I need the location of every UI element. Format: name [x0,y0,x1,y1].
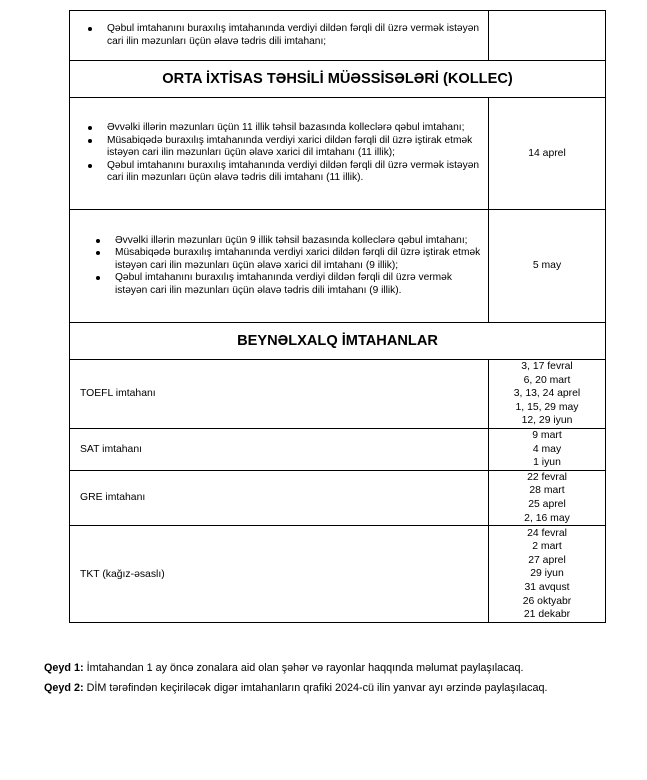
table-row [70,11,606,61]
bullet-icon [88,164,92,168]
exam-date: 27 aprel [528,554,566,566]
section-title-college: ORTA İXTİSAS TƏHSİLİ MÜƏSSİSƏLƏRİ (KOLLEC) [70,61,606,98]
bullet-icon [96,251,100,255]
exam-dates [489,470,606,525]
section-header-row [70,323,606,360]
exam-row [70,360,606,429]
table-row [70,98,606,210]
bullet-list [70,235,488,297]
description-cell [70,98,489,210]
section-header-row [70,61,606,98]
bullet-item [70,160,484,185]
notes [44,658,548,698]
bullet-icon [96,239,100,243]
exam-date: 31 avqust [524,581,570,593]
date-cell: 5 may [489,210,606,323]
description-cell [70,210,489,323]
bullet-text: Müsabiqədə buraxılış imtahanında verdiyi xarici dildən fərqli dil üzrə iştirak etmək istəyən cari ilin məzunları üçün əlavə xarici dil imtahanı (9 illik); [115,247,481,271]
exam-date: 2 mart [532,541,562,553]
bullet-icon [88,139,92,143]
bullet-item [70,135,484,160]
bullet-icon [96,276,100,280]
exam-dates [489,360,606,429]
bullet-item [70,235,484,247]
exam-date: 24 fevral [527,527,567,539]
date-cell: 14 aprel [489,98,606,210]
exam-dates [489,526,606,623]
note-label: Qeyd 1: [44,662,84,674]
bullet-item [70,23,484,48]
exam-dates [489,428,606,470]
exam-date: 21 dekabr [523,609,571,621]
exam-date: 4 may [532,443,562,455]
exam-date: 1, 15, 29 may [515,401,579,413]
bullet-icon [88,27,92,31]
bullet-text: Qəbul imtahanını buraxılış imtahanında verdiyi dildən fərqli dil üzrə vermək istəyən cari ilin məzunları üçün əlavə tədris dili imtahanı; [107,23,480,47]
bullet-icon [88,126,92,130]
note-label: Qeyd 2: [44,682,84,694]
exam-date: 29 iyun [530,568,564,580]
exam-date: 1 iyun [533,457,561,469]
note-1 [44,658,548,678]
bullet-text: Əvvəlki illərin məzunları üçün 11 illik təhsil bazasında kolleclərə qəbul imtahanı; [107,122,465,134]
description-cell [70,11,489,61]
exam-name: SAT imtahanı [70,428,489,470]
bullet-text: Qəbul imtahanını buraxılış imtahanında verdiyi dildən fərqli dil üzrə vermək istəyən cari ilin məzunları üçün əlavə tədris dili imtahanı (11 illik). [107,159,480,184]
exam-date: 12, 29 iyun [521,415,573,427]
exam-schedule-table [69,10,606,623]
exam-row [70,526,606,623]
bullet-item [70,247,484,272]
exam-date: 28 mart [529,485,565,497]
date-cell [489,11,606,61]
note-text: İmtahandan 1 ay öncə zonalara aid olan şəhər və rayonlar haqqında məlumat paylaşılacaq. [86,662,524,674]
exam-date: 9 mart [532,429,562,441]
exam-date: 25 aprel [528,498,566,510]
exam-date: 6, 20 mart [523,374,571,386]
exam-name: TKT (kağız-əsaslı) [70,526,489,623]
exam-row [70,470,606,525]
note-text: DİM tərəfindən keçiriləcək digər imtahanların qrafiki 2024-cü ilin yanvar ayı ərzində paylaşılacaq. [86,682,548,694]
note-2 [44,678,548,698]
bullet-list [70,122,488,184]
bullet-item [70,122,484,134]
section-title-international: BEYNƏLXALQ İMTAHANLAR [70,323,606,360]
bullet-list [70,23,488,48]
exam-name: GRE imtahanı [70,470,489,525]
exam-date: 3, 13, 24 aprel [513,388,581,400]
exam-name: TOEFL imtahanı [70,360,489,429]
bullet-text: Müsabiqədə buraxılış imtahanında verdiyi xarici dildən fərqli dil üzrə iştirak etmək istəyən cari ilin məzunları üçün əlavə xarici dil imtahanı (11 illik); [107,134,473,159]
bullet-text: Qəbul imtahanını buraxılış imtahanında verdiyi dildən fərqli dil üzrə vermək istəyən cari ilin məzunları üçün əlavə tədris dili imtahanı (9 illik). [115,272,452,296]
exam-date: 26 oktyabr [522,595,572,607]
exam-date: 3, 17 fevral [521,361,573,372]
exam-date: 2, 16 may [524,512,570,524]
exam-date: 22 fevral [527,471,567,483]
table-row [70,210,606,323]
bullet-text: Əvvəlki illərin məzunları üçün 9 illik təhsil bazasında kolleclərə qəbul imtahanı; [115,234,468,246]
bullet-item [70,272,484,297]
exam-row [70,428,606,470]
